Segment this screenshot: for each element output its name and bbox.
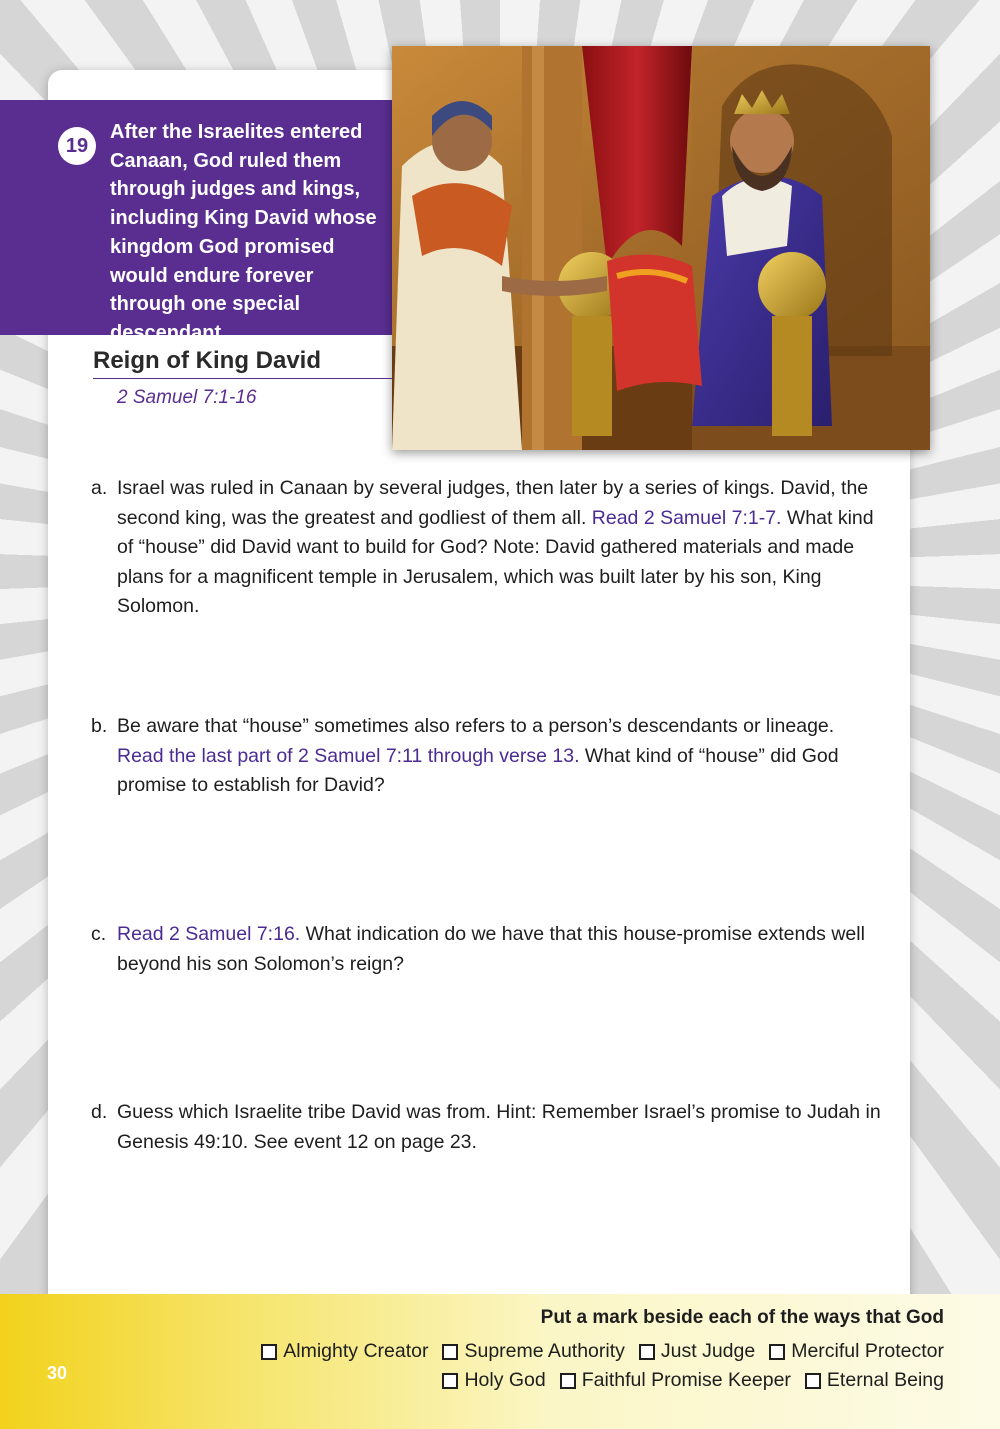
question-letter: d.	[91, 1101, 108, 1123]
question-text: Guess which Israelite tribe David was from. Hint: Remember Israel’s promise to Judah in Genesis 49:10. See event 12 on page 23.	[117, 1101, 881, 1153]
checklist-row-2	[442, 1369, 944, 1392]
question-d	[91, 1098, 881, 1157]
question-text: Be aware that “house” sometimes also refers to a person’s descendants or lineage. Read the last part of 2 Samuel 7:11 through verse 13. What kind of “house” did God promise to establish for David?	[117, 715, 839, 796]
checklist-item[interactable]: Faithful Promise Keeper	[560, 1369, 791, 1392]
checkbox-icon[interactable]	[560, 1373, 576, 1389]
checkbox-icon[interactable]	[805, 1373, 821, 1389]
question-text: Read 2 Samuel 7:16. What indication do we have that this house-promise extends well beyond his son Solomon’s reign?	[117, 923, 865, 975]
checklist-item[interactable]: Holy God	[442, 1369, 545, 1392]
checkbox-icon[interactable]	[261, 1344, 277, 1360]
question-c	[91, 920, 881, 979]
section-title: Reign of King David	[93, 347, 321, 374]
page-number: 30	[47, 1363, 68, 1383]
scripture-reference: 2 Samuel 7:1-16	[117, 387, 257, 408]
checkbox-icon[interactable]	[442, 1373, 458, 1389]
checklist-item[interactable]: Eternal Being	[805, 1369, 944, 1392]
checklist-item[interactable]: Supreme Authority	[442, 1340, 624, 1363]
question-letter: a.	[91, 477, 108, 499]
checklist-prompt: Put a mark beside each of the ways that God	[540, 1307, 944, 1328]
checkbox-icon[interactable]	[769, 1344, 785, 1360]
checklist-row-1	[261, 1340, 944, 1363]
checklist-item[interactable]: Almighty Creator	[261, 1340, 428, 1363]
event-summary: After the Israelites entered Canaan, God ruled them through judges and kings, including King David whose kingdom God promised would endure forever through one special descendant.	[110, 121, 377, 344]
scripture-link[interactable]: Read the last part of 2 Samuel 7:11 through verse 13.	[117, 744, 580, 767]
king-david-illustration	[392, 46, 930, 450]
scripture-link[interactable]: Read 2 Samuel 7:16.	[117, 923, 301, 945]
checklist-item[interactable]: Just Judge	[639, 1340, 755, 1363]
question-text: Israel was ruled in Canaan by several judges, then later by a series of kings. David, the second king, was the greatest and godliest of them all. Read 2 Samuel 7:1-7. What kind of “house” did David want to build for God? Note: David gathered materials and made plans for a magnificent temple in Jerusalem, which was built later by his son, King Solomon.	[117, 477, 874, 617]
question-letter: c.	[91, 923, 107, 945]
event-number-badge: 19	[58, 127, 96, 165]
question-b	[91, 712, 881, 801]
checkbox-icon[interactable]	[639, 1344, 655, 1360]
question-a	[91, 474, 881, 622]
question-letter: b.	[91, 715, 108, 737]
checklist-item[interactable]: Merciful Protector	[769, 1340, 944, 1363]
section-title-underline	[93, 378, 392, 379]
checkbox-icon[interactable]	[442, 1344, 458, 1360]
scripture-link[interactable]: Read 2 Samuel 7:1-7.	[591, 506, 782, 529]
